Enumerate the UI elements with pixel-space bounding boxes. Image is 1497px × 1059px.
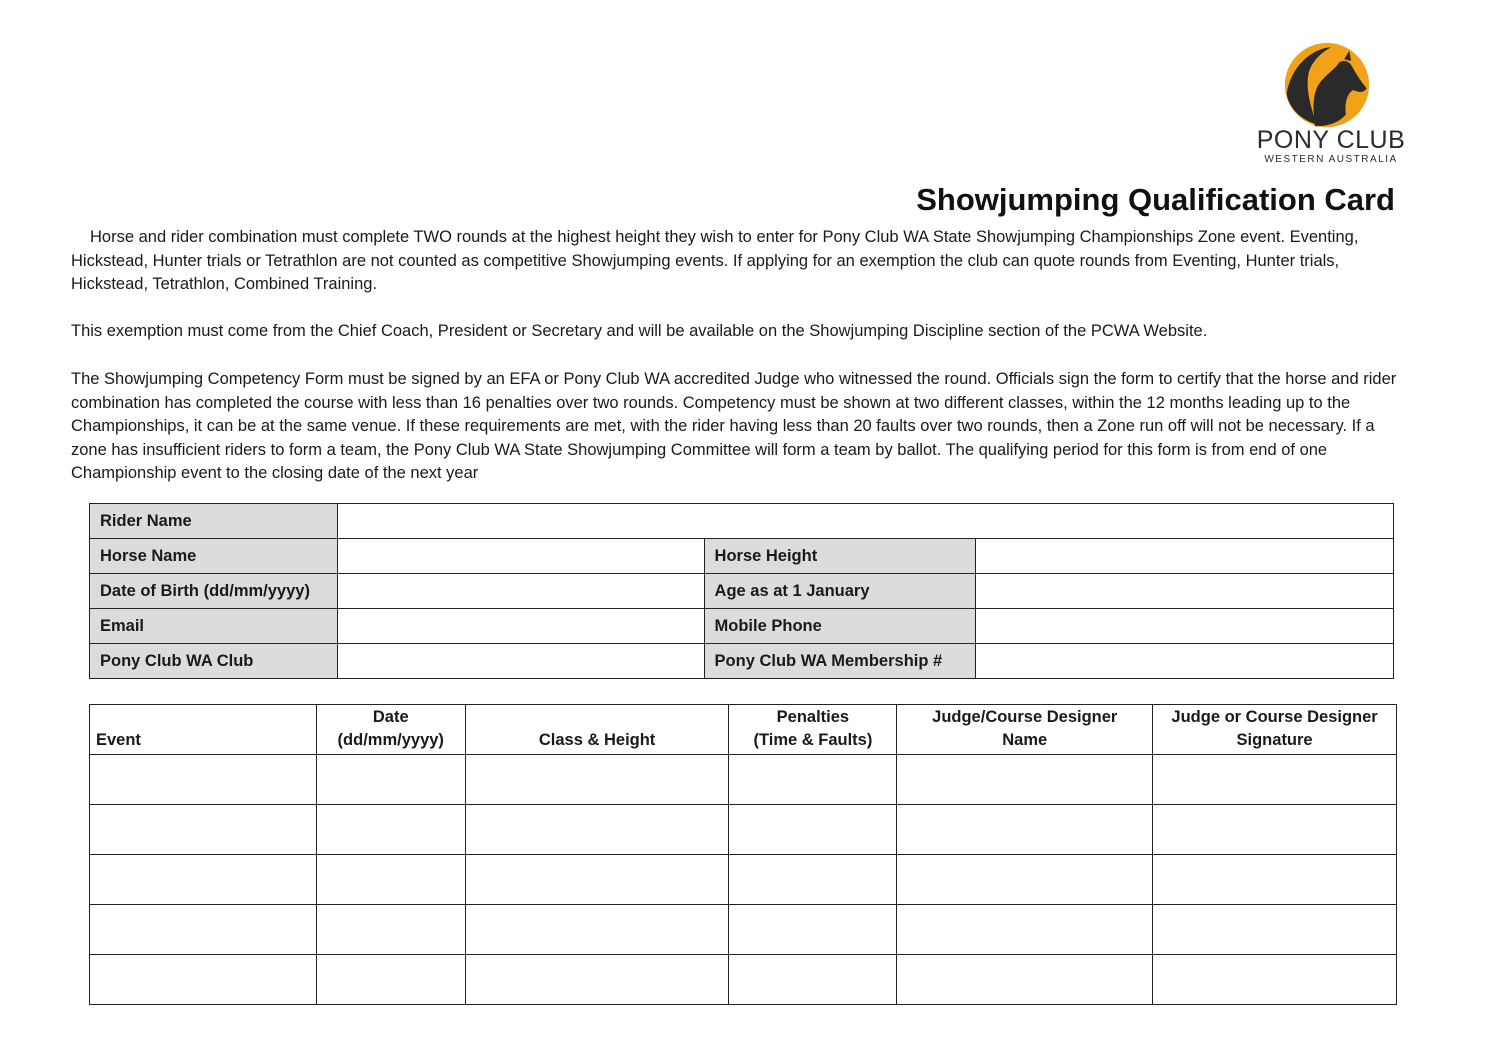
date-cell[interactable]: [316, 855, 465, 905]
membership-field[interactable]: [976, 644, 1394, 679]
col-event: Event: [90, 705, 317, 755]
signature-cell[interactable]: [1153, 905, 1397, 955]
signature-cell[interactable]: [1153, 955, 1397, 1005]
class-cell[interactable]: [465, 905, 729, 955]
horse-name-field[interactable]: [337, 539, 704, 574]
table-row: [90, 855, 1397, 905]
intro-paragraph: Horse and rider combination must complete TWO rounds at the highest height they wish to enter for Pony Club WA State Showjumping Championships Zone event. Eventing, Hickstead, Hunter trials or Tetrathlon are not counted as competitive Showjumping events. If applying for an exemption the club can quote rounds from Eventing, Hunter trials, Hickstead, Tetrathlon, Combined Training.: [71, 228, 1359, 293]
judge-cell[interactable]: [897, 755, 1153, 805]
table-row: [90, 755, 1397, 805]
col-judge-name: Judge/Course Designer Name: [897, 705, 1153, 755]
judge-cell[interactable]: [897, 905, 1153, 955]
membership-label: Pony Club WA Membership #: [704, 644, 976, 679]
table-row: [90, 644, 1394, 679]
judge-cell[interactable]: [897, 855, 1153, 905]
dob-label: Date of Birth (dd/mm/yyyy): [90, 574, 338, 609]
date-cell[interactable]: [316, 805, 465, 855]
date-cell[interactable]: [316, 905, 465, 955]
logo-title: PONY CLUB: [1256, 126, 1406, 154]
club-label: Pony Club WA Club: [90, 644, 338, 679]
col-date: Date (dd/mm/yyyy): [316, 705, 465, 755]
date-cell[interactable]: [316, 955, 465, 1005]
col-class-height: Class & Height: [465, 705, 729, 755]
mobile-label: Mobile Phone: [704, 609, 976, 644]
penalties-cell[interactable]: [729, 805, 897, 855]
table-row: [90, 504, 1394, 539]
table-row: [90, 609, 1394, 644]
rider-info-table: [89, 503, 1394, 679]
event-cell[interactable]: [90, 855, 317, 905]
signature-cell[interactable]: [1153, 805, 1397, 855]
class-cell[interactable]: [465, 955, 729, 1005]
email-field[interactable]: [337, 609, 704, 644]
event-cell[interactable]: [90, 955, 317, 1005]
event-cell[interactable]: [90, 755, 317, 805]
table-row: [90, 805, 1397, 855]
age-field[interactable]: [976, 574, 1394, 609]
dob-field[interactable]: [337, 574, 704, 609]
horse-height-field[interactable]: [976, 539, 1394, 574]
penalties-cell[interactable]: [729, 955, 897, 1005]
exemption-paragraph: This exemption must come from the Chief Coach, President or Secretary and will be available on the Showjumping Discipline section of the PCWA Website.: [71, 322, 1208, 340]
class-cell[interactable]: [465, 755, 729, 805]
signature-cell[interactable]: [1153, 755, 1397, 805]
judge-cell[interactable]: [897, 955, 1153, 1005]
horse-name-label: Horse Name: [90, 539, 338, 574]
penalties-cell[interactable]: [729, 755, 897, 805]
club-field[interactable]: [337, 644, 704, 679]
class-cell[interactable]: [465, 805, 729, 855]
logo-subtitle: WESTERN AUSTRALIA: [1264, 154, 1398, 165]
penalties-cell[interactable]: [729, 905, 897, 955]
event-cell[interactable]: [90, 805, 317, 855]
table-row: [90, 574, 1394, 609]
rider-name-field[interactable]: [337, 504, 1393, 539]
date-cell[interactable]: [316, 755, 465, 805]
competency-paragraph: The Showjumping Competency Form must be signed by an EFA or Pony Club WA accredited Judge who witnessed the round. Officials sign the form to certify that the horse and rider combination has completed the course with less than 16 penalties over two rounds. Competency must be shown at two different classes, within the 12 months leading up to the Championships, it can be at the same venue. If these requirements are met, with the rider having less than 20 faults over two rounds, then a Zone run off will not be necessary. If a zone has insufficient riders to form a team, the Pony Club WA State Showjumping Committee will form a team by ballot. The qualifying period for this form is from end of one Championship event to the closing date of the next year: [71, 370, 1397, 482]
pony-club-logo: [1256, 40, 1406, 170]
rider-name-label: Rider Name: [90, 504, 338, 539]
horse-head-icon: [1284, 42, 1370, 128]
table-header-row: [90, 705, 1397, 755]
email-label: Email: [90, 609, 338, 644]
age-label: Age as at 1 January: [704, 574, 976, 609]
page-title: Showjumping Qualification Card: [916, 182, 1395, 217]
table-row: [90, 905, 1397, 955]
table-row: [90, 955, 1397, 1005]
event-cell[interactable]: [90, 905, 317, 955]
judge-cell[interactable]: [897, 805, 1153, 855]
mobile-field[interactable]: [976, 609, 1394, 644]
events-table: [89, 704, 1397, 1005]
class-cell[interactable]: [465, 855, 729, 905]
col-signature: Judge or Course Designer Signature: [1153, 705, 1397, 755]
signature-cell[interactable]: [1153, 855, 1397, 905]
penalties-cell[interactable]: [729, 855, 897, 905]
table-row: [90, 539, 1394, 574]
col-penalties: Penalties (Time & Faults): [729, 705, 897, 755]
horse-height-label: Horse Height: [704, 539, 976, 574]
